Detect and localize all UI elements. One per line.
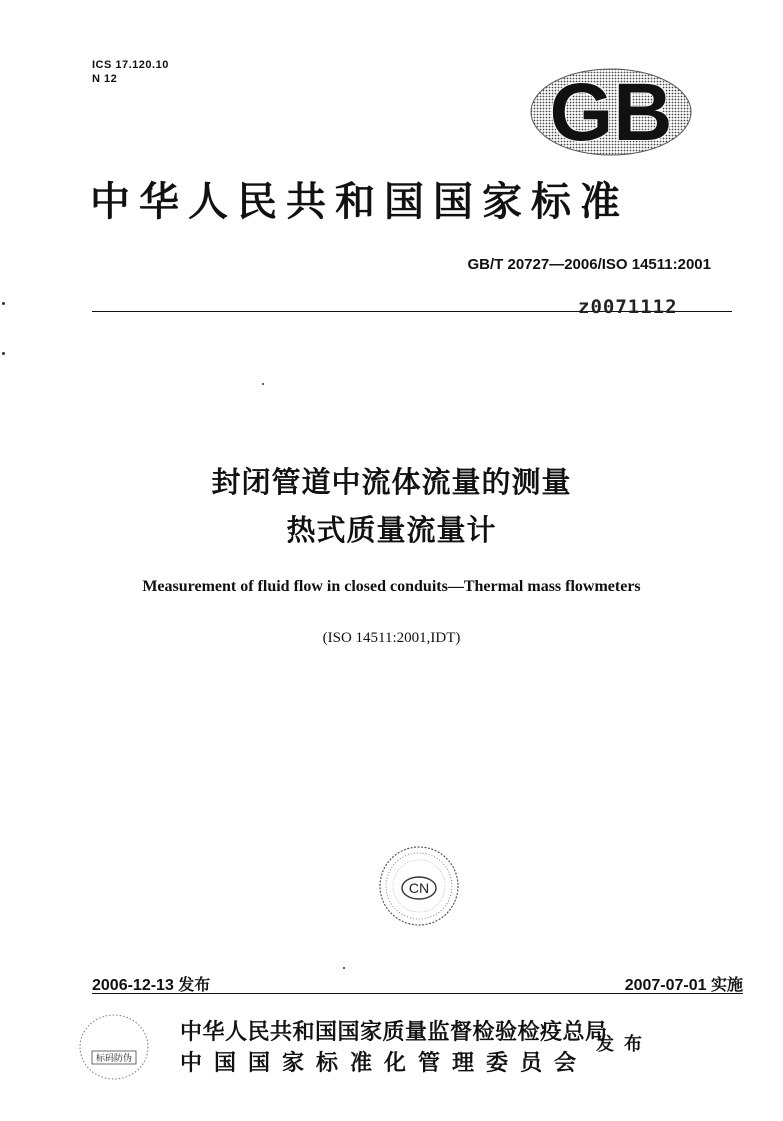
ics-code: ICS 17.120.10 (92, 59, 169, 71)
anti-counterfeit-stamp-icon (78, 1013, 150, 1081)
footer-divider (92, 993, 743, 994)
issue-date: 2006-12-13 发布 (92, 977, 211, 994)
issuing-org-aqsiq: 中华人民共和国国家质量监督检验检疫总局 (180, 1020, 608, 1045)
classification-codes (92, 58, 169, 86)
chinese-title-line2: 热式质量流量计 (286, 513, 497, 547)
chinese-title-line1: 封闭管道中流体流量的测量 (211, 465, 572, 499)
gb-logo (530, 68, 692, 156)
gb-logo-text: GB (549, 68, 673, 156)
handwritten-number: z0071112 (578, 296, 678, 318)
scan-speck (2, 302, 5, 305)
standard-number: GB/T 20727—2006/ISO 14511:2001 (467, 256, 711, 273)
publish-label: 发布 (596, 1034, 652, 1055)
stamp-text: 标码防伪 (95, 1054, 133, 1064)
seal-text: CN (408, 880, 430, 896)
cn-seal-icon (378, 845, 460, 927)
scan-speck (262, 383, 264, 385)
national-standard-title: 中华人民共和国国家标准 (90, 178, 629, 225)
implementation-date: 2007-07-01 实施 (624, 977, 743, 994)
scan-speck (2, 352, 5, 355)
scan-speck (343, 967, 345, 969)
english-title: Measurement of fluid flow in closed conduits—Thermal mass flowmeters (142, 578, 641, 595)
issuing-org-sac: 中国国家标准化管理委员会 (180, 1051, 589, 1076)
iso-reference: (ISO 14511:2001,IDT) (322, 630, 461, 646)
ccs-code: N 12 (92, 73, 118, 85)
